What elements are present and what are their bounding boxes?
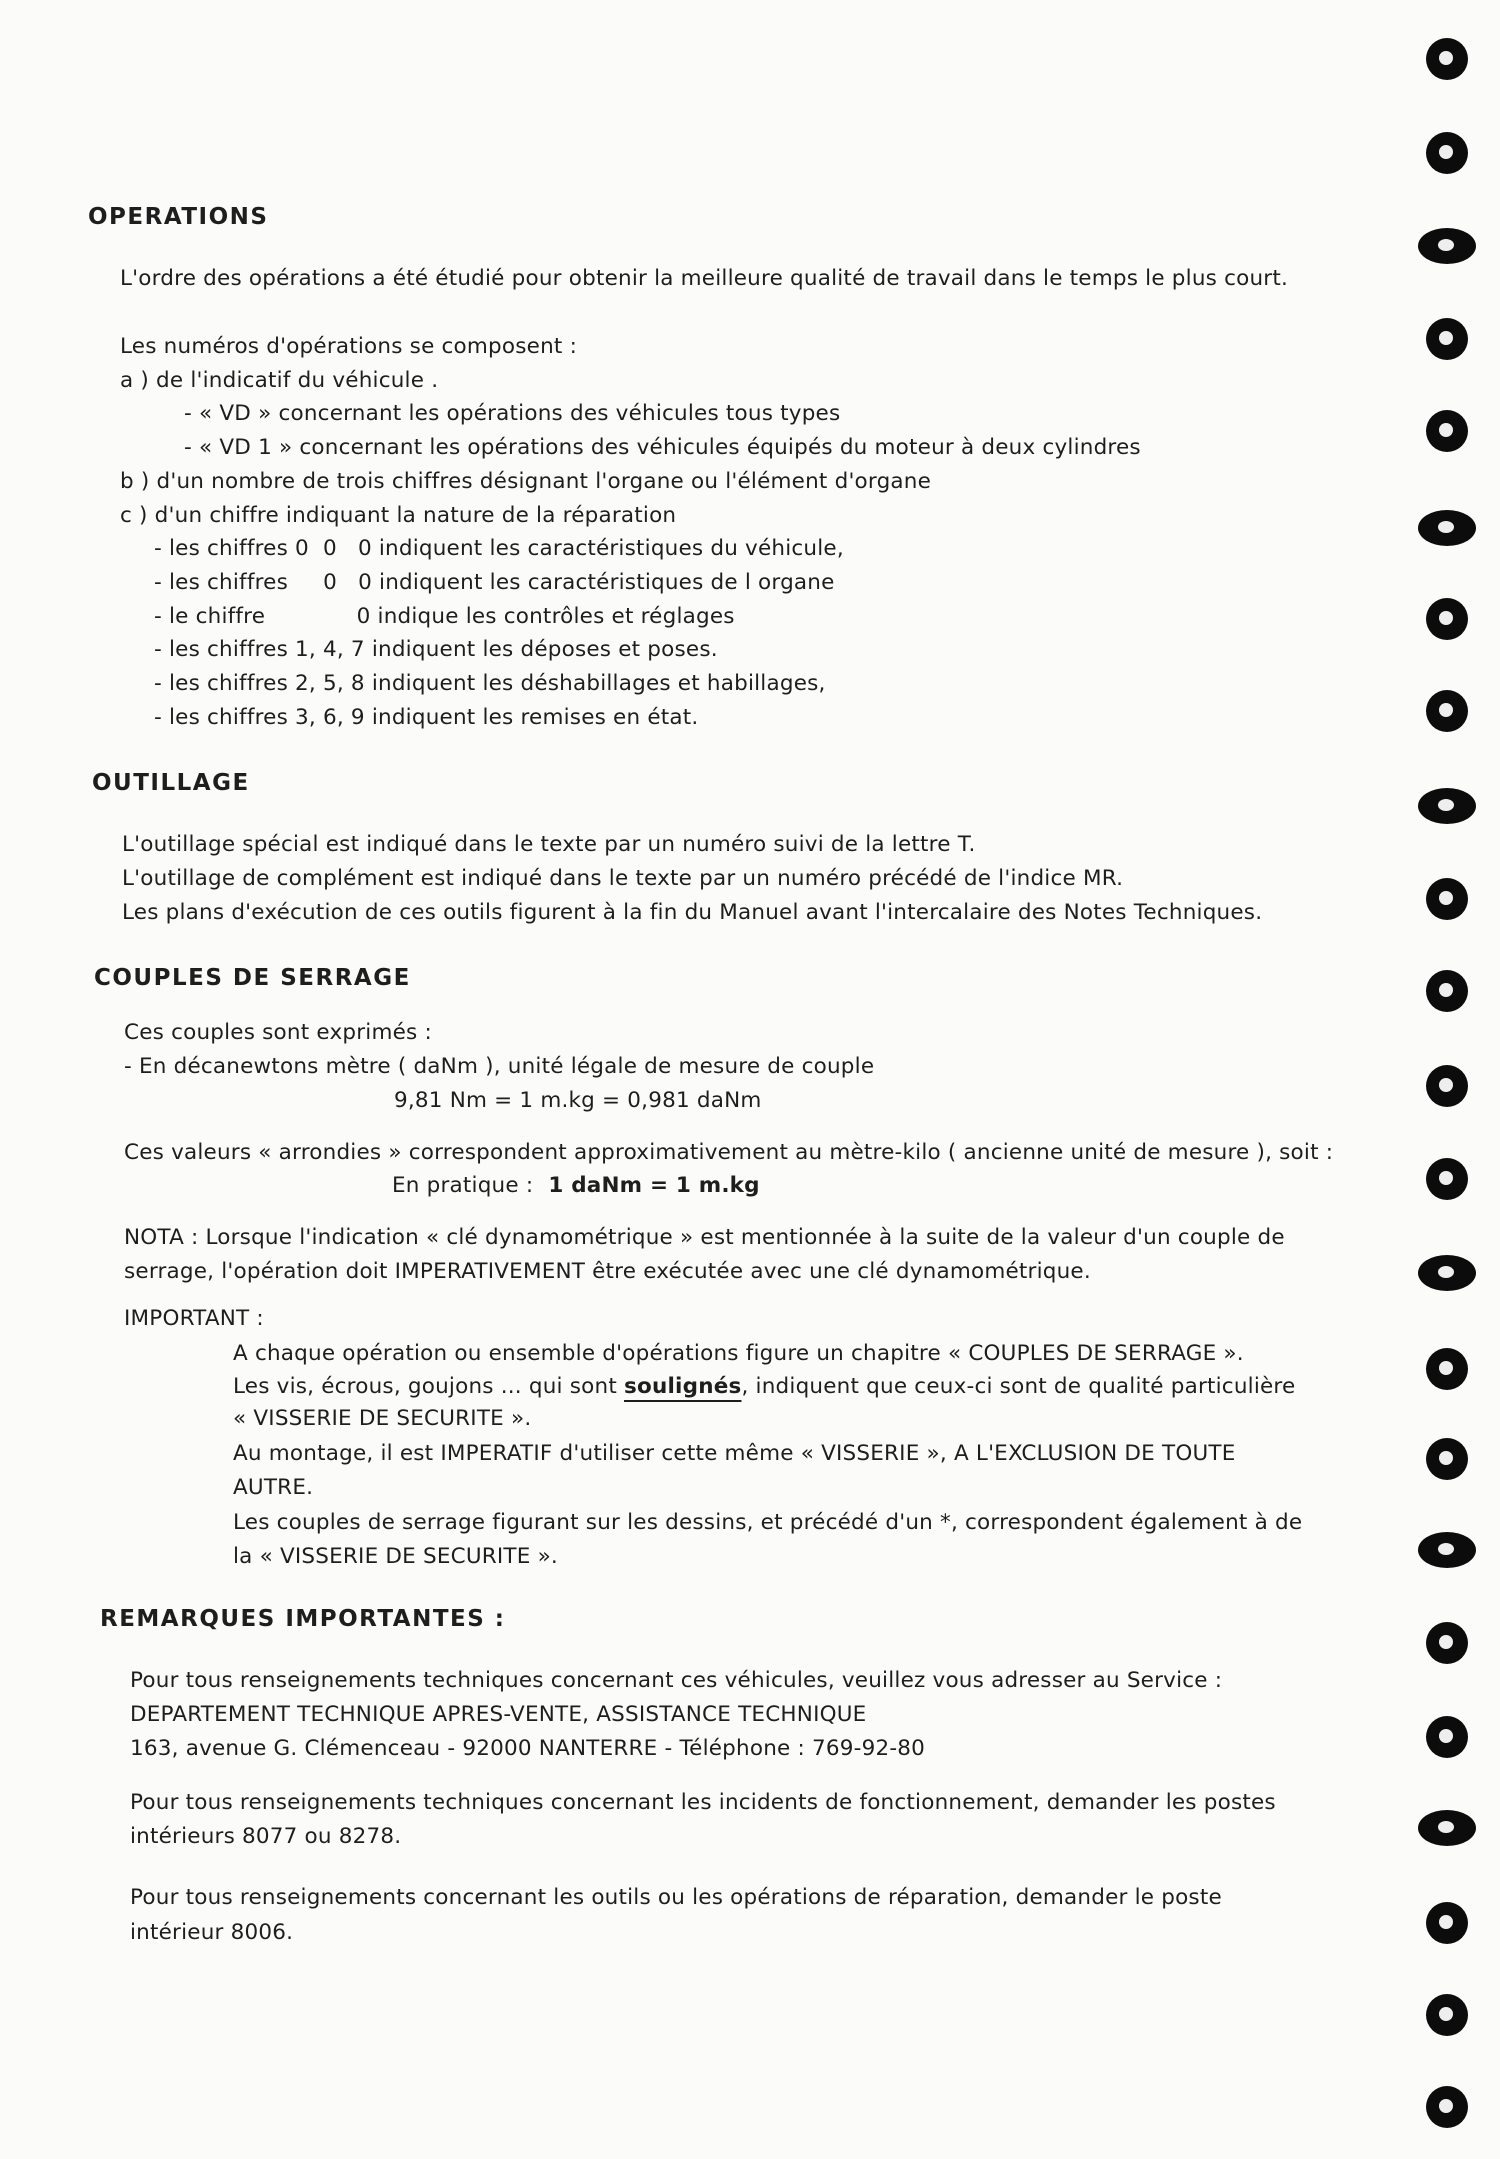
- important-line: la « VISSERIE DE SECURITE ».: [233, 1544, 558, 1569]
- binder-hole-icon: [1426, 1994, 1468, 2036]
- binder-hole-icon: [1426, 1065, 1468, 1107]
- binder-hole-icon: [1426, 1348, 1468, 1390]
- important-line: Les couples de serrage figurant sur les dessins, et précédé d'un *, correspondent également à de: [233, 1510, 1303, 1535]
- couples-line: - En décanewtons mètre ( daNm ), unité légale de mesure de couple: [124, 1054, 875, 1079]
- binder-hole-icon: [1418, 1255, 1476, 1291]
- binder-hole-icon: [1426, 1158, 1468, 1200]
- binder-hole-icon: [1426, 318, 1468, 360]
- important-text: , indiquent que ceux-ci sont de qualité particulière: [741, 1374, 1296, 1399]
- binder-hole-icon: [1426, 2086, 1468, 2128]
- binder-hole-icon: [1426, 1716, 1468, 1758]
- important-line: « VISSERIE DE SECURITE ».: [233, 1406, 532, 1431]
- underlined-word: soulignés: [623, 1374, 742, 1399]
- operations-line: - les chiffres 2, 5, 8 indiquent les déshabillages et habillages,: [154, 671, 826, 696]
- binder-hole-icon: [1426, 878, 1468, 920]
- remarques-line: 163, avenue G. Clémenceau - 92000 NANTERRE - Téléphone : 769-92-80: [130, 1736, 926, 1761]
- binder-hole-icon: [1418, 788, 1476, 824]
- binder-hole-icon: [1418, 510, 1476, 546]
- binder-hole-icon: [1426, 132, 1468, 174]
- remarques-line: intérieurs 8077 ou 8278.: [130, 1824, 402, 1849]
- binder-holes: [1380, 0, 1500, 2159]
- important-line: [233, 1374, 1295, 1399]
- operations-line: - les chiffres 1, 4, 7 indiquent les déposes et poses.: [154, 637, 718, 662]
- en-pratique-value: 1 daNm = 1 m.kg: [548, 1173, 760, 1198]
- binder-hole-icon: [1426, 1622, 1468, 1664]
- binder-hole-icon: [1418, 1810, 1476, 1846]
- important-line: Au montage, il est IMPERATIF d'utiliser cette même « VISSERIE », A L'EXCLUSION DE TOUTE: [233, 1441, 1236, 1466]
- binder-hole-icon: [1426, 410, 1468, 452]
- operations-line: - les chiffres 0 0 indiquent les caractéristiques de l organe: [154, 570, 835, 595]
- binder-hole-icon: [1418, 1532, 1476, 1568]
- binder-hole-icon: [1426, 38, 1468, 80]
- operations-intro: L'ordre des opérations a été étudié pour obtenir la meilleure qualité de travail dans le temps le plus court.: [120, 266, 1288, 291]
- section-title-couples-de-serrage: COUPLES DE SERRAGE: [94, 965, 411, 991]
- remarques-line: Pour tous renseignements techniques concernant ces véhicules, veuillez vous adresser au Service :: [130, 1668, 1223, 1693]
- binder-hole-icon: [1426, 970, 1468, 1012]
- binder-hole-icon: [1426, 1902, 1468, 1944]
- operations-line: - les chiffres 0 0 0 indiquent les caractéristiques du véhicule,: [154, 536, 844, 561]
- operations-line: Les numéros d'opérations se composent :: [120, 334, 578, 359]
- operations-line: - le chiffre 0 indique les contrôles et réglages: [154, 604, 735, 629]
- remarques-line: Pour tous renseignements concernant les outils ou les opérations de réparation, demander le poste: [130, 1885, 1222, 1910]
- en-pratique-label: En pratique :: [392, 1173, 534, 1198]
- operations-line: - « VD » concernant les opérations des véhicules tous types: [184, 401, 841, 426]
- important-label: IMPORTANT :: [124, 1306, 264, 1331]
- operations-line: - les chiffres 3, 6, 9 indiquent les remises en état.: [154, 705, 699, 730]
- section-title-remarques: REMARQUES IMPORTANTES :: [100, 1606, 506, 1632]
- outillage-line: L'outillage de complément est indiqué dans le texte par un numéro précédé de l'indice MR.: [122, 866, 1124, 891]
- important-text: Les vis, écrous, goujons ... qui sont: [233, 1374, 624, 1399]
- conversion-formula: 9,81 Nm = 1 m.kg = 0,981 daNm: [394, 1088, 762, 1113]
- binder-hole-icon: [1426, 1438, 1468, 1480]
- remarques-line: intérieur 8006.: [130, 1920, 294, 1945]
- binder-hole-icon: [1418, 228, 1476, 264]
- operations-line: - « VD 1 » concernant les opérations des véhicules équipés du moteur à deux cylindres: [184, 435, 1141, 460]
- remarques-line: Pour tous renseignements techniques concernant les incidents de fonctionnement, demander les postes: [130, 1790, 1276, 1815]
- remarques-line: DEPARTEMENT TECHNIQUE APRES-VENTE, ASSISTANCE TECHNIQUE: [130, 1702, 867, 1727]
- important-line: A chaque opération ou ensemble d'opérations figure un chapitre « COUPLES DE SERRAGE ».: [233, 1341, 1244, 1366]
- nota-line: serrage, l'opération doit IMPERATIVEMENT être exécutée avec une clé dynamométrique.: [124, 1259, 1091, 1284]
- outillage-line: Les plans d'exécution de ces outils figurent à la fin du Manuel avant l'intercalaire des Notes Techniques.: [122, 900, 1263, 925]
- couples-line: Ces couples sont exprimés :: [124, 1020, 432, 1045]
- en-pratique-line: [392, 1173, 760, 1198]
- nota-line: NOTA : Lorsque l'indication « clé dynamométrique » est mentionnée à la suite de la valeur d'un couple de: [124, 1225, 1285, 1250]
- operations-line: a ) de l'indicatif du véhicule .: [120, 368, 439, 393]
- binder-hole-icon: [1426, 598, 1468, 640]
- section-title-operations: OPERATIONS: [88, 204, 269, 230]
- couples-line: Ces valeurs « arrondies » correspondent approximativement au mètre-kilo ( ancienne unité de mesure ), soit :: [124, 1140, 1334, 1165]
- operations-line: b ) d'un nombre de trois chiffres désignant l'organe ou l'élément d'organe: [120, 469, 932, 494]
- operations-line: c ) d'un chiffre indiquant la nature de la réparation: [120, 503, 677, 528]
- outillage-line: L'outillage spécial est indiqué dans le texte par un numéro suivi de la lettre T.: [122, 832, 976, 857]
- section-title-outillage: OUTILLAGE: [92, 770, 250, 796]
- important-line: AUTRE.: [233, 1475, 314, 1500]
- binder-hole-icon: [1426, 690, 1468, 732]
